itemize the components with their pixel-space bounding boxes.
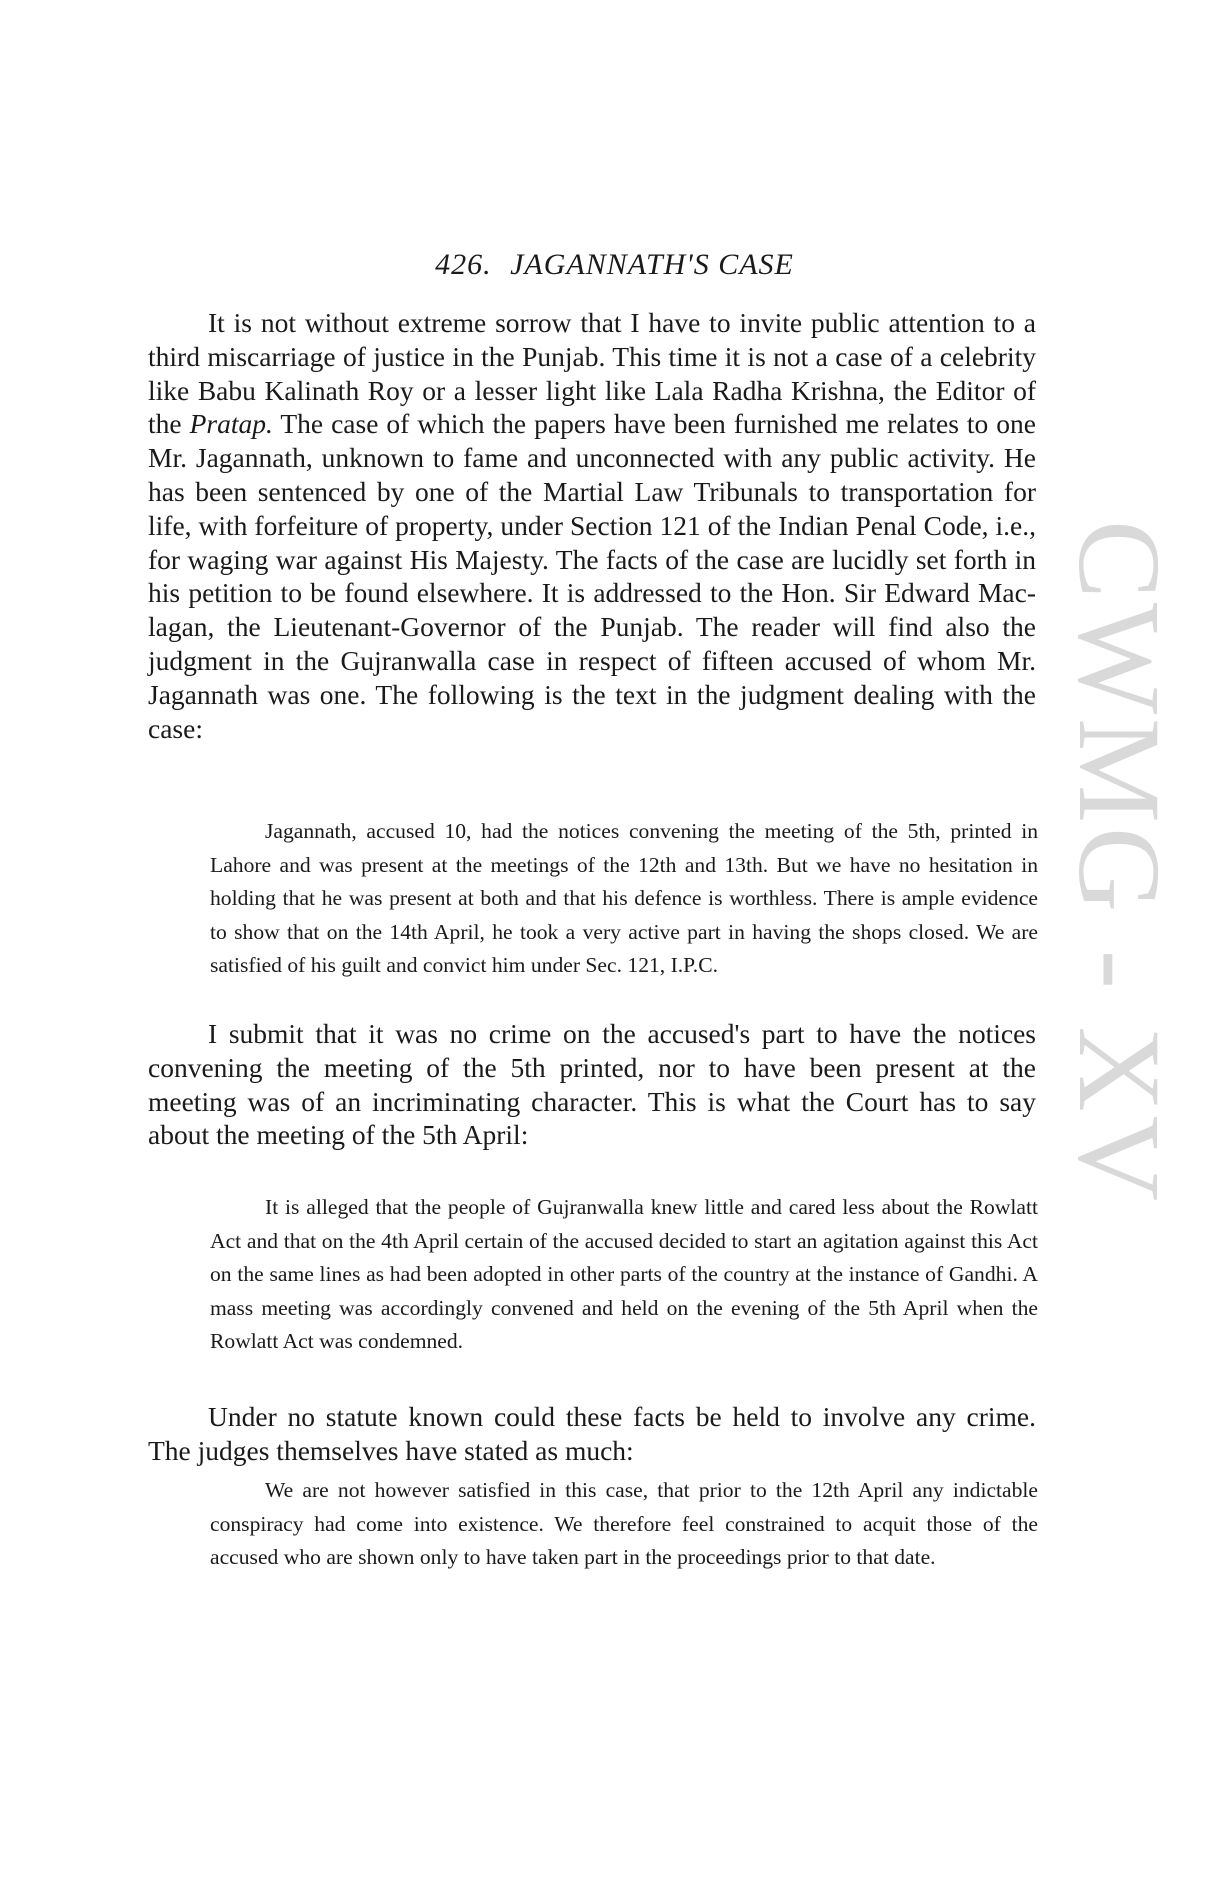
submission-paragraph: I submit that it was no crime on the accused's part to have the notices convening the meeting of the 5th printed, nor to have been present at the meeting was of an incriminating character. This is what the Court has to say about the meeting of the 5th April: — [148, 1018, 1036, 1151]
page-title — [0, 248, 1229, 282]
watermark-text: CWMG - XV — [1054, 520, 1185, 1205]
newspaper-name: Pratap. — [189, 408, 273, 440]
intro-text-end: The case of which the papers have been furnished me relates to one Mr. Jagannath, unknown to fame and unconnected with any public activity. He has been sentenced by one of the Martial Law Tribunals to transportation for life, with forfeiture of property, under Section 121 of the Indian Penal Code, i.e., for waging war against His Majesty. The facts of the case are lucidly set forth in his petition to be found elsewhere. It is addressed to the Hon. Sir Edward Maclagan, the Lieutenant-Governor of the Punjab. The reader will find also the judgment in the Gujranwalla case in respect of fifteen accused of whom Mr. Jagannath was one. The following is the text in the judgment dealing with the case: — [148, 408, 1036, 744]
intro-text-start: It is not without extreme sorrow that I have to invite public attention to a third miscarriage of justice in the Punjab. This time it is not a case of a celebrity like Babu Kalinath Roy or a lesser light like Lala Radha Krishna, the Editor of the — [148, 307, 1036, 440]
intro-paragraph — [148, 306, 1036, 745]
judgment-quote-3: We are not however satisfied in this case, that prior to the 12th April any indictable conspiracy had come into existence. We therefore feel constrained to acquit those of the accused who are shown only to have taken part in the proceedings prior to that date. — [210, 1478, 1038, 1570]
judgment-quote-2: It is alleged that the people of Gujranwalla knew little and cared less about the Rowlatt Act and that on the 4th April certain of the accused decided to start an agitation against this Act on the same lines as had been adopted in other parts of the country at the instance of Gandhi. A mass meeting was accordingly convened and held on the evening of the 5th April when the Rowlatt Act was condemned. — [210, 1195, 1038, 1354]
item-title: JAGANNATH'S CASE — [510, 248, 794, 281]
item-number: 426. — [435, 248, 492, 281]
statute-paragraph: Under no statute known could these facts be held to involve any crime. The judges themselves have stated as much: — [148, 1401, 1036, 1466]
judgment-quote-1: Jagannath, accused 10, had the notices convening the meeting of the 5th, printed in Lahore and was present at the meetings of the 12th and 13th. But we have no hesitation in holding that he was present at both and that his defence is worthless. There is ample evidence to show that on the 14th April, he took a very active part in having the shops closed. We are satisfied of his guilt and convict him under Sec. 121, I.P.C. — [210, 819, 1038, 978]
